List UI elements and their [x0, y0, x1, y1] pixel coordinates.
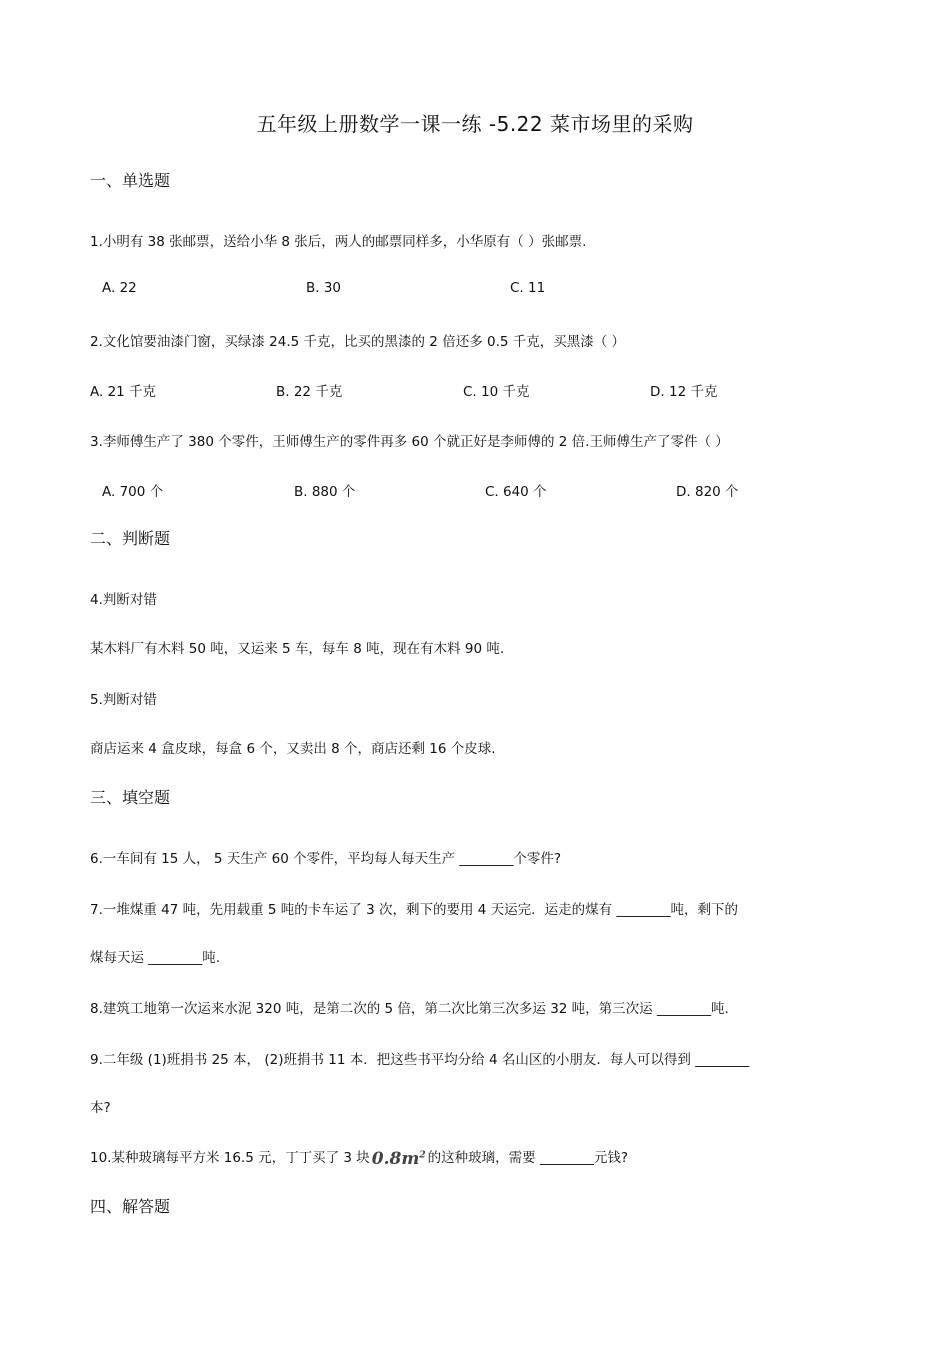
question-3: 3.李师傅生产了 380 个零件，王师傅生产的零件再多 60 个就正好是李师傅的 2 倍.王师傅生产了零件（ ）: [90, 434, 729, 450]
question-3-option-d: D. 820 个: [676, 484, 739, 500]
question-2-option-d: D. 12 千克: [650, 384, 718, 400]
section-heading-single-choice: 一、单选题: [90, 171, 171, 190]
question-6: 6.一车间有 15 人， 5 天生产 60 个零件，平均每人每天生产 ________个零件?: [90, 851, 562, 867]
section-heading-true-false: 二、判断题: [90, 529, 171, 548]
question-2-option-c: C. 10 千克: [463, 384, 530, 400]
question-3-option-c: C. 640 个: [485, 484, 547, 500]
question-4-label: 4.判断对错: [90, 592, 157, 608]
question-10-text-after: 的这种玻璃，需要 ________元钱?: [427, 1150, 629, 1166]
question-7-line-1: 7.一堆煤重 47 吨，先用载重 5 吨的卡车运了 3 次，剩下的要用 4 天运完．运走的煤有 ________吨，剩下的: [90, 902, 738, 918]
question-1-option-a: A. 22: [102, 280, 137, 296]
question-5-label: 5.判断对错: [90, 692, 157, 708]
question-10: [90, 1146, 628, 1169]
question-5: 商店运来 4 盒皮球，每盒 6 个，又卖出 8 个，商店还剩 16 个皮球.: [90, 741, 496, 757]
question-10-text-before: 10.某种玻璃每平方米 16.5 元，丁丁买了 3 块: [90, 1150, 370, 1166]
question-1-option-c: C. 11: [510, 280, 546, 296]
section-heading-fill-blank: 三、填空题: [90, 788, 171, 807]
glass-area-value: 0.8m: [371, 1149, 420, 1169]
question-2-option-a: A. 21 千克: [90, 384, 157, 400]
question-3-option-a: A. 700 个: [102, 484, 164, 500]
question-2: 2.文化馆要油漆门窗，买绿漆 24.5 千克，比买的黑漆的 2 倍还多 0.5 千克，买黑漆（ ）: [90, 334, 626, 350]
question-2-option-b: B. 22 千克: [276, 384, 343, 400]
section-heading-solve: 四、解答题: [90, 1197, 171, 1216]
question-1: 1.小明有 38 张邮票，送给小华 8 张后，两人的邮票同样多，小华原有（ ）张邮票.: [90, 234, 587, 250]
question-8: 8.建筑工地第一次运来水泥 320 吨，是第二次的 5 倍，第二次比第三次多运 32 吨，第三次运 ________吨.: [90, 1001, 729, 1017]
question-7-line-2: 煤每天运 ________吨.: [90, 950, 221, 966]
glass-area-formula: $0.8m^2$: [371, 1149, 426, 1169]
question-1-option-b: B. 30: [306, 280, 342, 296]
question-4: 某木料厂有木料 50 吨，又运来 5 车，每车 8 吨，现在有木料 90 吨.: [90, 641, 505, 657]
page-title: 五年级上册数学一课一练 -5.22 菜市场里的采购: [256, 112, 694, 136]
question-9-line-2: 本?: [90, 1100, 111, 1116]
question-9-line-1: 9.二年级 (1)班捐书 25 本， (2)班捐书 11 本．把这些书平均分给 4 名山区的小朋友．每人可以得到 ________: [90, 1052, 750, 1068]
question-3-option-b: B. 880 个: [294, 484, 356, 500]
